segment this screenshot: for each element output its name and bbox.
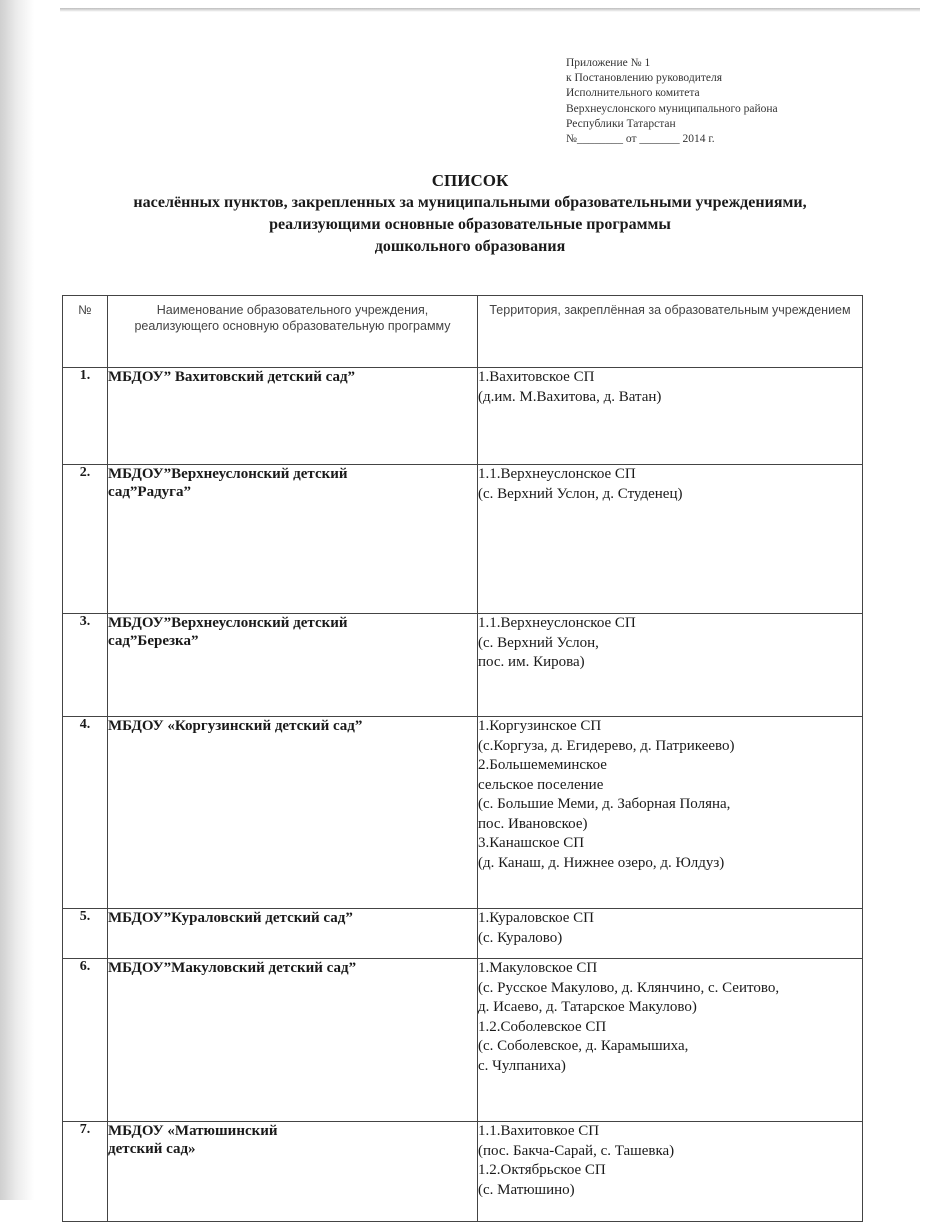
annex-line: к Постановлению руководителя (566, 72, 723, 85)
row-number: 6. (63, 959, 108, 1122)
institutions-table (62, 295, 863, 1222)
row-number: 2. (63, 465, 108, 614)
table-row (63, 909, 863, 959)
header-territory: Территория, закреплённая за образовательным учреждением (478, 296, 863, 368)
annex-line: Верхнеуслонского муниципального района (566, 102, 778, 115)
scan-shadow-top (60, 8, 920, 12)
annex-line: Исполнительного комитета (566, 87, 700, 100)
table-row (63, 465, 863, 614)
table-row (63, 368, 863, 465)
institution-name: МБДОУ «Матюшинский детский сад» (108, 1122, 478, 1222)
row-number: 4. (63, 717, 108, 909)
header-number: № (63, 296, 108, 368)
document-subtitle-line: реализующими основные образовательные программы (269, 216, 671, 233)
table-row (63, 959, 863, 1122)
territory-list: 1.Макуловское СП (с. Русское Макулово, д. Клянчино, с. Сеитово, д. Исаево, д. Татарское Макулово) 1.2.Соболевское СП (с. Соболевское, д. Карамышиха, с. Чулпаниха) (478, 959, 863, 1122)
institution-name: МБДОУ”Верхнеуслонский детский сад”Березка” (108, 614, 478, 717)
institution-name: МБДОУ” Вахитовский детский сад” (108, 368, 478, 465)
row-number: 1. (63, 368, 108, 465)
row-number: 7. (63, 1122, 108, 1222)
annex-line: Республики Татарстан (566, 117, 676, 130)
territory-list: 1.Кураловское СП (с. Куралово) (478, 909, 863, 959)
territory-list: 1.1.Верхнеуслонское СП (с. Верхний Услон, пос. им. Кирова) (478, 614, 863, 717)
row-number: 3. (63, 614, 108, 717)
document-title: СПИСОК (431, 171, 509, 190)
row-number: 5. (63, 909, 108, 959)
territory-list: 1.Коргузинское СП (с.Коргуза, д. Егидерево, д. Патрикеево) 2.Большемеминское сельское поселение (с. Большие Меми, д. Заборная Поляна, пос. Ивановское) 3.Канашское СП (д. Канаш, д. Нижнее озеро, д. Юлдуз) (478, 717, 863, 909)
territory-list: 1.1.Вахитовкое СП (пос. Бакча-Сарай, с. Ташевка) 1.2.Октябрьское СП (с. Матюшино) (478, 1122, 863, 1222)
table-row (63, 1122, 863, 1222)
document-subtitle-line: дошкольного образования (374, 238, 566, 255)
table-row (63, 614, 863, 717)
table-header-row (63, 296, 863, 368)
institution-name: МБДОУ”Верхнеуслонский детский сад”Радуга” (108, 465, 478, 614)
territory-list: 1.1.Верхнеуслонское СП (с. Верхний Услон, д. Студенец) (478, 465, 863, 614)
document-heading (40, 170, 900, 258)
table-row (63, 717, 863, 909)
document-subtitle-line: населённых пунктов, закрепленных за муниципальными образовательными учреждениями, (133, 194, 807, 211)
territory-list: 1.Вахитовское СП (д.им. М.Вахитова, д. Ватан) (478, 368, 863, 465)
header-institution: Наименование образовательного учреждения, реализующего основную образовательную программу (108, 296, 478, 368)
institution-name: МБДОУ «Коргузинский детский сад” (108, 717, 478, 909)
annex-line: №________ от _______ 2014 г. (566, 133, 715, 146)
scan-shadow-left (0, 0, 34, 1200)
institution-name: МБДОУ”Макуловский детский сад” (108, 959, 478, 1122)
annex-block (566, 56, 886, 147)
institution-name: МБДОУ”Кураловский детский сад” (108, 909, 478, 959)
annex-line: Приложение № 1 (566, 57, 651, 69)
